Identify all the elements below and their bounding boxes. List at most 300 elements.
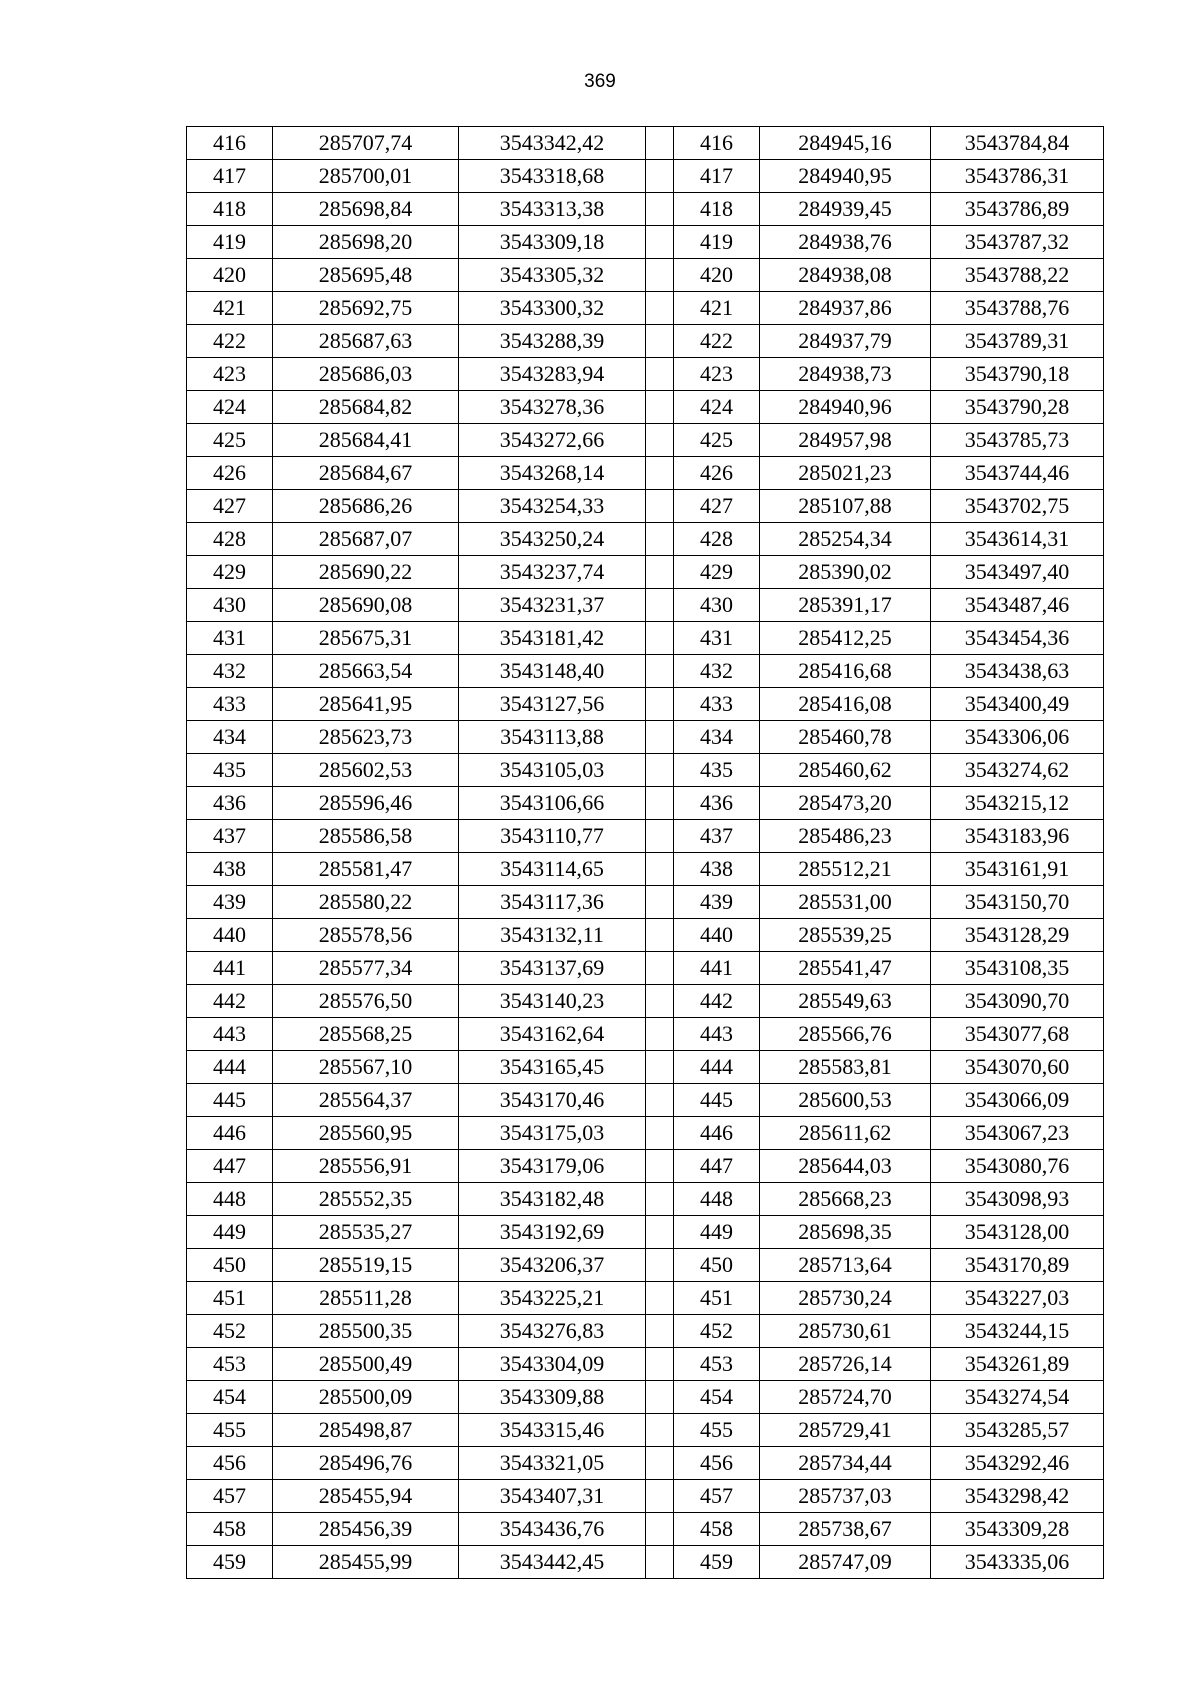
table-row — [187, 820, 1104, 853]
right-y-coordinate: 3543298,42 — [931, 1480, 1104, 1513]
left-point-number: 442 — [187, 985, 273, 1018]
left-point-number: 447 — [187, 1150, 273, 1183]
right-y-coordinate: 3543183,96 — [931, 820, 1104, 853]
right-y-coordinate: 3543070,60 — [931, 1051, 1104, 1084]
right-x-coordinate: 284939,45 — [760, 193, 931, 226]
left-x-coordinate: 285663,54 — [273, 655, 459, 688]
table-row — [187, 721, 1104, 754]
right-x-coordinate: 285644,03 — [760, 1150, 931, 1183]
separator-cell — [646, 1249, 674, 1282]
right-x-coordinate: 285724,70 — [760, 1381, 931, 1414]
left-y-coordinate: 3543106,66 — [459, 787, 646, 820]
separator-cell — [646, 1150, 674, 1183]
left-point-number: 438 — [187, 853, 273, 886]
table-row — [187, 1381, 1104, 1414]
left-x-coordinate: 285641,95 — [273, 688, 459, 721]
right-x-coordinate: 284937,86 — [760, 292, 931, 325]
left-point-number: 433 — [187, 688, 273, 721]
separator-cell — [646, 1282, 674, 1315]
right-y-coordinate: 3543497,40 — [931, 556, 1104, 589]
separator-cell — [646, 292, 674, 325]
right-point-number: 443 — [674, 1018, 760, 1051]
separator-cell — [646, 1018, 674, 1051]
table-row — [187, 457, 1104, 490]
left-point-number: 457 — [187, 1480, 273, 1513]
right-point-number: 441 — [674, 952, 760, 985]
left-point-number: 425 — [187, 424, 273, 457]
table-row — [187, 1414, 1104, 1447]
left-y-coordinate: 3543132,11 — [459, 919, 646, 952]
left-point-number: 424 — [187, 391, 273, 424]
right-x-coordinate: 285539,25 — [760, 919, 931, 952]
right-x-coordinate: 285698,35 — [760, 1216, 931, 1249]
left-y-coordinate: 3543114,65 — [459, 853, 646, 886]
left-y-coordinate: 3543170,46 — [459, 1084, 646, 1117]
left-point-number: 441 — [187, 952, 273, 985]
left-y-coordinate: 3543117,36 — [459, 886, 646, 919]
separator-cell — [646, 391, 674, 424]
table-row — [187, 1051, 1104, 1084]
right-y-coordinate: 3543790,18 — [931, 358, 1104, 391]
left-y-coordinate: 3543165,45 — [459, 1051, 646, 1084]
right-y-coordinate: 3543077,68 — [931, 1018, 1104, 1051]
left-point-number: 454 — [187, 1381, 273, 1414]
right-point-number: 423 — [674, 358, 760, 391]
right-x-coordinate: 285729,41 — [760, 1414, 931, 1447]
separator-cell — [646, 1216, 674, 1249]
right-x-coordinate: 285583,81 — [760, 1051, 931, 1084]
left-y-coordinate: 3543250,24 — [459, 523, 646, 556]
table-row — [187, 1249, 1104, 1282]
right-point-number: 436 — [674, 787, 760, 820]
table-row — [187, 1315, 1104, 1348]
left-y-coordinate: 3543309,18 — [459, 226, 646, 259]
table-row — [187, 1216, 1104, 1249]
left-point-number: 429 — [187, 556, 273, 589]
right-point-number: 416 — [674, 127, 760, 160]
right-point-number: 420 — [674, 259, 760, 292]
table-row — [187, 358, 1104, 391]
left-y-coordinate: 3543231,37 — [459, 589, 646, 622]
left-y-coordinate: 3543288,39 — [459, 325, 646, 358]
right-x-coordinate: 284940,96 — [760, 391, 931, 424]
left-x-coordinate: 285686,03 — [273, 358, 459, 391]
right-point-number: 446 — [674, 1117, 760, 1150]
left-x-coordinate: 285586,58 — [273, 820, 459, 853]
right-x-coordinate: 285460,62 — [760, 754, 931, 787]
left-y-coordinate: 3543342,42 — [459, 127, 646, 160]
left-y-coordinate: 3543309,88 — [459, 1381, 646, 1414]
table-row — [187, 127, 1104, 160]
right-y-coordinate: 3543487,46 — [931, 589, 1104, 622]
left-y-coordinate: 3543105,03 — [459, 754, 646, 787]
right-x-coordinate: 285730,24 — [760, 1282, 931, 1315]
right-point-number: 452 — [674, 1315, 760, 1348]
table-row — [187, 1084, 1104, 1117]
right-y-coordinate: 3543788,22 — [931, 259, 1104, 292]
right-point-number: 449 — [674, 1216, 760, 1249]
left-x-coordinate: 285690,22 — [273, 556, 459, 589]
left-y-coordinate: 3543192,69 — [459, 1216, 646, 1249]
left-y-coordinate: 3543148,40 — [459, 655, 646, 688]
separator-cell — [646, 655, 674, 688]
left-x-coordinate: 285556,91 — [273, 1150, 459, 1183]
left-y-coordinate: 3543140,23 — [459, 985, 646, 1018]
right-x-coordinate: 285412,25 — [760, 622, 931, 655]
right-point-number: 422 — [674, 325, 760, 358]
right-x-coordinate: 285600,53 — [760, 1084, 931, 1117]
left-point-number: 439 — [187, 886, 273, 919]
right-point-number: 430 — [674, 589, 760, 622]
left-point-number: 443 — [187, 1018, 273, 1051]
separator-cell — [646, 1117, 674, 1150]
right-y-coordinate: 3543090,70 — [931, 985, 1104, 1018]
coordinate-table-body — [187, 127, 1104, 1579]
right-point-number: 435 — [674, 754, 760, 787]
separator-cell — [646, 1315, 674, 1348]
right-y-coordinate: 3543066,09 — [931, 1084, 1104, 1117]
separator-cell — [646, 1513, 674, 1546]
left-y-coordinate: 3543113,88 — [459, 721, 646, 754]
separator-cell — [646, 1480, 674, 1513]
table-row — [187, 688, 1104, 721]
right-y-coordinate: 3543067,23 — [931, 1117, 1104, 1150]
right-point-number: 425 — [674, 424, 760, 457]
left-point-number: 434 — [187, 721, 273, 754]
left-point-number: 453 — [187, 1348, 273, 1381]
left-y-coordinate: 3543254,33 — [459, 490, 646, 523]
right-y-coordinate: 3543454,36 — [931, 622, 1104, 655]
left-point-number: 456 — [187, 1447, 273, 1480]
left-x-coordinate: 285687,07 — [273, 523, 459, 556]
left-x-coordinate: 285511,28 — [273, 1282, 459, 1315]
separator-cell — [646, 589, 674, 622]
left-x-coordinate: 285455,99 — [273, 1546, 459, 1579]
table-row — [187, 1447, 1104, 1480]
separator-cell — [646, 721, 674, 754]
left-point-number: 426 — [187, 457, 273, 490]
left-point-number: 423 — [187, 358, 273, 391]
left-point-number: 451 — [187, 1282, 273, 1315]
right-x-coordinate: 284937,79 — [760, 325, 931, 358]
right-point-number: 421 — [674, 292, 760, 325]
right-x-coordinate: 285668,23 — [760, 1183, 931, 1216]
left-x-coordinate: 285687,63 — [273, 325, 459, 358]
left-point-number: 450 — [187, 1249, 273, 1282]
left-y-coordinate: 3543315,46 — [459, 1414, 646, 1447]
left-x-coordinate: 285577,34 — [273, 952, 459, 985]
right-y-coordinate: 3543400,49 — [931, 688, 1104, 721]
left-point-number: 427 — [187, 490, 273, 523]
separator-cell — [646, 556, 674, 589]
left-x-coordinate: 285567,10 — [273, 1051, 459, 1084]
left-x-coordinate: 285564,37 — [273, 1084, 459, 1117]
right-y-coordinate: 3543785,73 — [931, 424, 1104, 457]
left-point-number: 436 — [187, 787, 273, 820]
separator-cell — [646, 226, 674, 259]
separator-cell — [646, 787, 674, 820]
left-x-coordinate: 285698,20 — [273, 226, 459, 259]
right-x-coordinate: 285730,61 — [760, 1315, 931, 1348]
right-point-number: 456 — [674, 1447, 760, 1480]
right-point-number: 439 — [674, 886, 760, 919]
left-x-coordinate: 285500,35 — [273, 1315, 459, 1348]
right-point-number: 438 — [674, 853, 760, 886]
separator-cell — [646, 754, 674, 787]
right-x-coordinate: 285737,03 — [760, 1480, 931, 1513]
left-x-coordinate: 285700,01 — [273, 160, 459, 193]
left-point-number: 430 — [187, 589, 273, 622]
left-x-coordinate: 285684,67 — [273, 457, 459, 490]
separator-cell — [646, 358, 674, 391]
left-point-number: 431 — [187, 622, 273, 655]
left-y-coordinate: 3543283,94 — [459, 358, 646, 391]
separator-cell — [646, 1447, 674, 1480]
separator-cell — [646, 1381, 674, 1414]
right-y-coordinate: 3543744,46 — [931, 457, 1104, 490]
right-y-coordinate: 3543161,91 — [931, 853, 1104, 886]
left-y-coordinate: 3543127,56 — [459, 688, 646, 721]
separator-cell — [646, 622, 674, 655]
right-point-number: 444 — [674, 1051, 760, 1084]
right-x-coordinate: 285738,67 — [760, 1513, 931, 1546]
right-x-coordinate: 285473,20 — [760, 787, 931, 820]
left-point-number: 419 — [187, 226, 273, 259]
left-y-coordinate: 3543304,09 — [459, 1348, 646, 1381]
right-point-number: 442 — [674, 985, 760, 1018]
right-point-number: 431 — [674, 622, 760, 655]
right-point-number: 458 — [674, 1513, 760, 1546]
right-x-coordinate: 284940,95 — [760, 160, 931, 193]
separator-cell — [646, 193, 674, 226]
right-x-coordinate: 285734,44 — [760, 1447, 931, 1480]
left-point-number: 440 — [187, 919, 273, 952]
separator-cell — [646, 985, 674, 1018]
separator-cell — [646, 325, 674, 358]
left-y-coordinate: 3543137,69 — [459, 952, 646, 985]
right-x-coordinate: 284945,16 — [760, 127, 931, 160]
left-x-coordinate: 285456,39 — [273, 1513, 459, 1546]
right-x-coordinate: 284938,08 — [760, 259, 931, 292]
right-y-coordinate: 3543098,93 — [931, 1183, 1104, 1216]
left-x-coordinate: 285623,73 — [273, 721, 459, 754]
table-row — [187, 1282, 1104, 1315]
right-point-number: 432 — [674, 655, 760, 688]
left-y-coordinate: 3543179,06 — [459, 1150, 646, 1183]
right-point-number: 451 — [674, 1282, 760, 1315]
right-point-number: 445 — [674, 1084, 760, 1117]
left-x-coordinate: 285500,09 — [273, 1381, 459, 1414]
table-row — [187, 754, 1104, 787]
table-row — [187, 1480, 1104, 1513]
right-x-coordinate: 285254,34 — [760, 523, 931, 556]
right-point-number: 453 — [674, 1348, 760, 1381]
separator-cell — [646, 1546, 674, 1579]
table-row — [187, 193, 1104, 226]
table-row — [187, 325, 1104, 358]
right-point-number: 457 — [674, 1480, 760, 1513]
table-row — [187, 853, 1104, 886]
separator-cell — [646, 820, 674, 853]
table-row — [187, 391, 1104, 424]
right-y-coordinate: 3543150,70 — [931, 886, 1104, 919]
right-y-coordinate: 3543438,63 — [931, 655, 1104, 688]
right-x-coordinate: 285416,08 — [760, 688, 931, 721]
left-point-number: 428 — [187, 523, 273, 556]
left-x-coordinate: 285578,56 — [273, 919, 459, 952]
right-y-coordinate: 3543170,89 — [931, 1249, 1104, 1282]
left-y-coordinate: 3543268,14 — [459, 457, 646, 490]
left-x-coordinate: 285581,47 — [273, 853, 459, 886]
left-y-coordinate: 3543162,64 — [459, 1018, 646, 1051]
separator-cell — [646, 952, 674, 985]
separator-cell — [646, 1348, 674, 1381]
left-x-coordinate: 285684,82 — [273, 391, 459, 424]
left-y-coordinate: 3543181,42 — [459, 622, 646, 655]
right-x-coordinate: 285541,47 — [760, 952, 931, 985]
table-row — [187, 424, 1104, 457]
left-y-coordinate: 3543318,68 — [459, 160, 646, 193]
left-y-coordinate: 3543300,32 — [459, 292, 646, 325]
table-row — [187, 556, 1104, 589]
left-y-coordinate: 3543175,03 — [459, 1117, 646, 1150]
right-x-coordinate: 285390,02 — [760, 556, 931, 589]
table-row — [187, 919, 1104, 952]
right-y-coordinate: 3543285,57 — [931, 1414, 1104, 1447]
separator-cell — [646, 259, 674, 292]
right-y-coordinate: 3543274,54 — [931, 1381, 1104, 1414]
left-point-number: 449 — [187, 1216, 273, 1249]
left-y-coordinate: 3543442,45 — [459, 1546, 646, 1579]
left-x-coordinate: 285684,41 — [273, 424, 459, 457]
separator-cell — [646, 853, 674, 886]
right-x-coordinate: 285566,76 — [760, 1018, 931, 1051]
right-x-coordinate: 285747,09 — [760, 1546, 931, 1579]
left-y-coordinate: 3543407,31 — [459, 1480, 646, 1513]
left-point-number: 435 — [187, 754, 273, 787]
table-row — [187, 490, 1104, 523]
left-y-coordinate: 3543110,77 — [459, 820, 646, 853]
right-point-number: 448 — [674, 1183, 760, 1216]
right-y-coordinate: 3543306,06 — [931, 721, 1104, 754]
separator-cell — [646, 886, 674, 919]
left-y-coordinate: 3543278,36 — [459, 391, 646, 424]
left-x-coordinate: 285568,25 — [273, 1018, 459, 1051]
right-point-number: 437 — [674, 820, 760, 853]
right-x-coordinate: 285512,21 — [760, 853, 931, 886]
right-y-coordinate: 3543790,28 — [931, 391, 1104, 424]
right-point-number: 429 — [674, 556, 760, 589]
right-y-coordinate: 3543108,35 — [931, 952, 1104, 985]
left-x-coordinate: 285560,95 — [273, 1117, 459, 1150]
separator-cell — [646, 919, 674, 952]
table-row — [187, 1018, 1104, 1051]
left-y-coordinate: 3543313,38 — [459, 193, 646, 226]
right-point-number: 427 — [674, 490, 760, 523]
left-point-number: 421 — [187, 292, 273, 325]
left-point-number: 422 — [187, 325, 273, 358]
separator-cell — [646, 1084, 674, 1117]
right-x-coordinate: 285531,00 — [760, 886, 931, 919]
left-point-number: 455 — [187, 1414, 273, 1447]
left-point-number: 448 — [187, 1183, 273, 1216]
right-y-coordinate: 3543786,89 — [931, 193, 1104, 226]
table-row — [187, 1546, 1104, 1579]
left-point-number: 458 — [187, 1513, 273, 1546]
left-x-coordinate: 285690,08 — [273, 589, 459, 622]
left-y-coordinate: 3543276,83 — [459, 1315, 646, 1348]
left-x-coordinate: 285686,26 — [273, 490, 459, 523]
right-x-coordinate: 285713,64 — [760, 1249, 931, 1282]
left-x-coordinate: 285692,75 — [273, 292, 459, 325]
right-point-number: 440 — [674, 919, 760, 952]
left-x-coordinate: 285498,87 — [273, 1414, 459, 1447]
right-y-coordinate: 3543244,15 — [931, 1315, 1104, 1348]
right-y-coordinate: 3543788,76 — [931, 292, 1104, 325]
right-y-coordinate: 3543080,76 — [931, 1150, 1104, 1183]
right-y-coordinate: 3543274,62 — [931, 754, 1104, 787]
separator-cell — [646, 160, 674, 193]
right-point-number: 417 — [674, 160, 760, 193]
left-y-coordinate: 3543272,66 — [459, 424, 646, 457]
left-x-coordinate: 285675,31 — [273, 622, 459, 655]
left-y-coordinate: 3543225,21 — [459, 1282, 646, 1315]
left-y-coordinate: 3543182,48 — [459, 1183, 646, 1216]
separator-cell — [646, 1051, 674, 1084]
right-point-number: 419 — [674, 226, 760, 259]
right-point-number: 433 — [674, 688, 760, 721]
left-y-coordinate: 3543305,32 — [459, 259, 646, 292]
left-x-coordinate: 285519,15 — [273, 1249, 459, 1282]
table-row — [187, 1348, 1104, 1381]
table-row — [187, 589, 1104, 622]
right-x-coordinate: 284938,73 — [760, 358, 931, 391]
left-x-coordinate: 285580,22 — [273, 886, 459, 919]
separator-cell — [646, 127, 674, 160]
left-x-coordinate: 285698,84 — [273, 193, 459, 226]
left-x-coordinate: 285602,53 — [273, 754, 459, 787]
left-x-coordinate: 285500,49 — [273, 1348, 459, 1381]
table-row — [187, 292, 1104, 325]
left-point-number: 444 — [187, 1051, 273, 1084]
separator-cell — [646, 688, 674, 721]
left-point-number: 452 — [187, 1315, 273, 1348]
left-y-coordinate: 3543436,76 — [459, 1513, 646, 1546]
right-point-number: 428 — [674, 523, 760, 556]
left-point-number: 420 — [187, 259, 273, 292]
right-y-coordinate: 3543215,12 — [931, 787, 1104, 820]
table-row — [187, 655, 1104, 688]
right-x-coordinate: 284957,98 — [760, 424, 931, 457]
right-y-coordinate: 3543128,29 — [931, 919, 1104, 952]
separator-cell — [646, 424, 674, 457]
right-x-coordinate: 285107,88 — [760, 490, 931, 523]
right-point-number: 426 — [674, 457, 760, 490]
left-x-coordinate: 285455,94 — [273, 1480, 459, 1513]
right-x-coordinate: 285021,23 — [760, 457, 931, 490]
table-row — [187, 1150, 1104, 1183]
right-y-coordinate: 3543786,31 — [931, 160, 1104, 193]
right-x-coordinate: 284938,76 — [760, 226, 931, 259]
table-row — [187, 952, 1104, 985]
right-x-coordinate: 285486,23 — [760, 820, 931, 853]
right-y-coordinate: 3543335,06 — [931, 1546, 1104, 1579]
right-y-coordinate: 3543787,32 — [931, 226, 1104, 259]
separator-cell — [646, 523, 674, 556]
left-y-coordinate: 3543206,37 — [459, 1249, 646, 1282]
left-point-number: 417 — [187, 160, 273, 193]
right-y-coordinate: 3543789,31 — [931, 325, 1104, 358]
